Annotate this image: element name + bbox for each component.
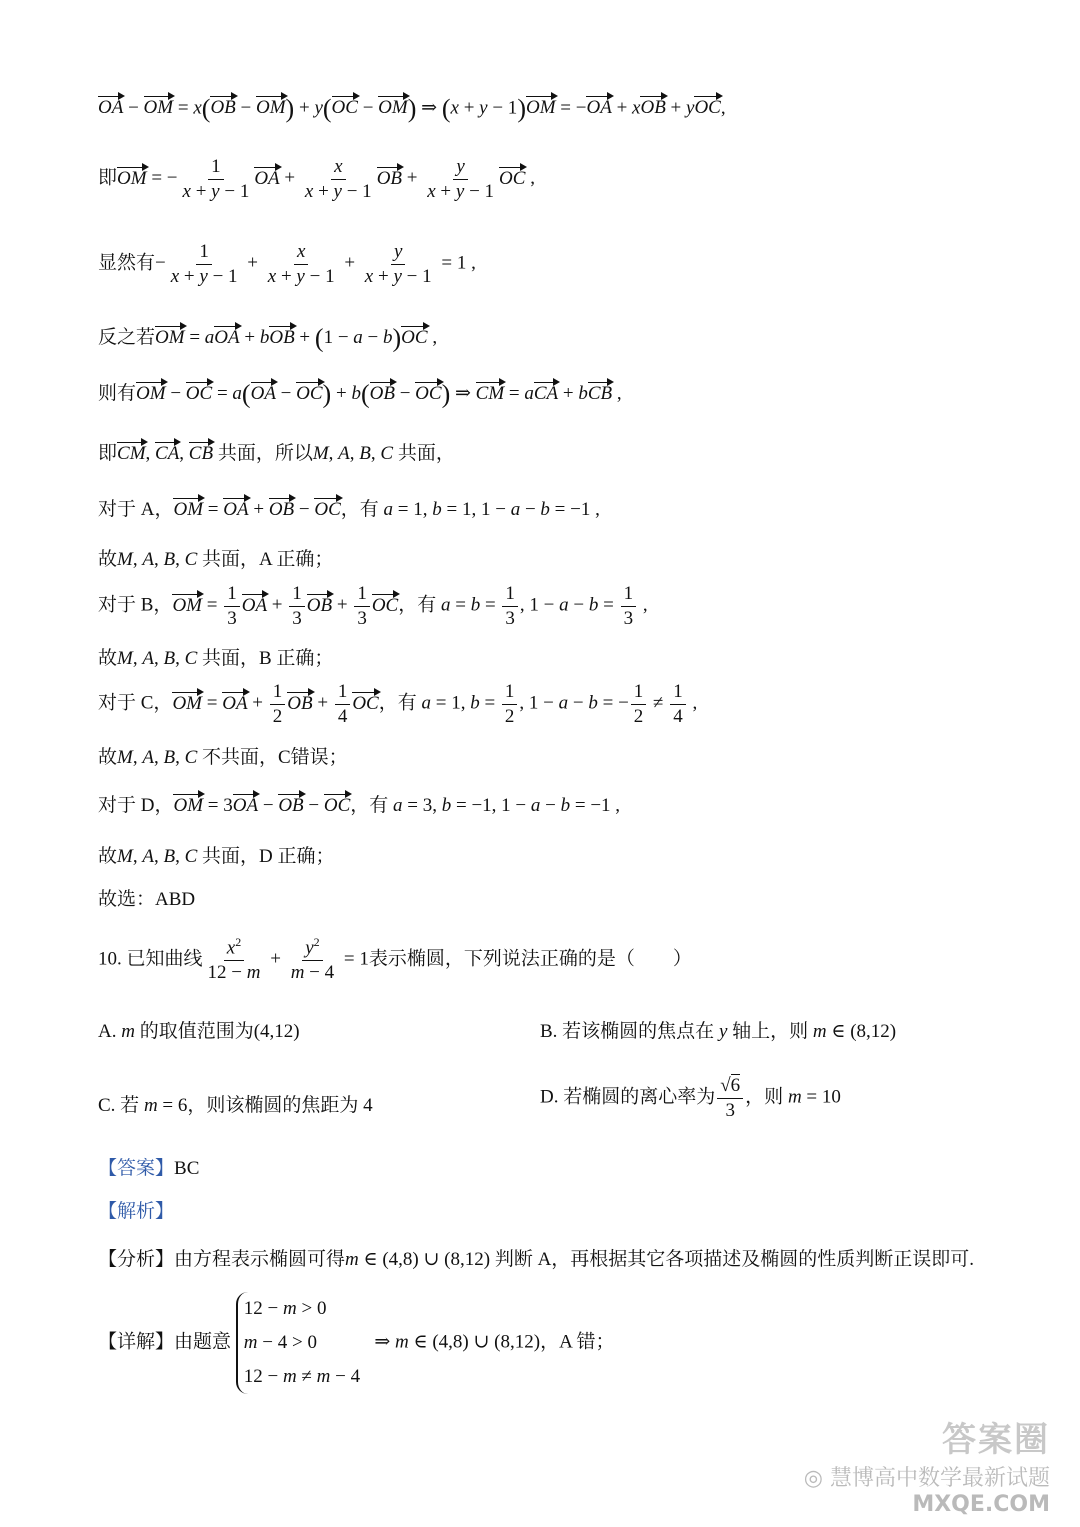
choose-line: 故选：ABD (98, 889, 196, 910)
inequality-system: 12 − m > 0 m − 4 > 0 12 − m ≠ m − 4 (236, 1292, 360, 1394)
watermark-logo: 答案圈 (942, 1420, 1050, 1460)
analysis-line (98, 1196, 174, 1223)
case-b-line: 对于 B，OM = $\frac{1}{3}$ OA + $\frac{1}{3}$ OB + $\frac{1}{3}$ OC，有 a = b = $\frac{1}{3}$ , 1 − a − b = $\frac{1}{3}$ , (98, 583, 648, 629)
case-d-result: 故M, A, B, C 共面，D 正确； (98, 846, 335, 867)
derivation-line-3: 显然有− $\frac{1}{x + y - 1}$ + $\frac{x}{x + y - 1}$ + $\frac{y}{x + y - 1}$ = 1 , (98, 241, 476, 287)
case-b-result: 故M, A, B, C 共面，B 正确； (98, 648, 334, 669)
xiangjie-line: 【详解】由题意 12 − m > 0 m − 4 > 0 12 − m ≠ m − 4 ⇒ m ∈ (4,8) ∪ (8,12)，A 错； (98, 1292, 615, 1394)
option-b[interactable]: B. 若该椭圆的焦点在 y 轴上，则 m ∈ (8,12) (540, 1021, 897, 1042)
case-c-line: 对于 C，OM = OA + $\frac{1}{2}$ OB + $\frac{1}{4}$ OC，有 a = 1, b = $\frac{1}{2}$ , 1 − a − b = − $\frac{1}{2}$ ≠ $\frac{1}{4}$ , (98, 681, 698, 727)
question-10-stem: 10. 已知曲线 $\frac{x^2}{12 - m}$ + $\frac{y^2}{m - 4}$ = 1表示椭圆，下列说法正确的是（ ） (98, 935, 692, 984)
wechat-icon: ◎ (803, 1466, 823, 1491)
case-d-line: 对于 D，OM = 3OA − OB − OC，有 a = 3, b = −1, 1 − a − b = −1 , (98, 795, 621, 816)
option-a[interactable]: A. m 的取值范围为(4,12) (98, 1021, 300, 1042)
case-a-result: 故M, A, B, C 共面，A 正确； (98, 549, 334, 570)
derivation-line-6: 即CM, CA, CB 共面，所以M, A, B, C 共面， (98, 443, 455, 464)
derivation-line-2: 即OM = − $\frac{1}{x + y - 1}$ OA + $\frac{x}{x + y - 1}$ OB + $\frac{y}{x + y - 1}$ OC , (98, 156, 535, 202)
answer-label: 【答案】 (98, 1158, 175, 1179)
answer-line (98, 1153, 199, 1180)
option-d[interactable]: D. 若椭圆的离心率为 $\frac{√6}{3}$ ，则 m = 10 (540, 1075, 841, 1121)
case-a-line: 对于 A，OM = OA + OB − OC，有 a = 1, b = 1, 1 − a − b = −1 , (98, 499, 600, 520)
fenxi-line: 【分析】由方程表示椭圆可得m ∈ (4,8) ∪ (8,12) 判断 A，再根据其它各项描述及椭圆的性质判断正误即可. (98, 1249, 975, 1270)
watermark: 答案圈 ◎ 慧博高中数学最新试题 MXQE.COM (804, 1412, 1050, 1517)
derivation-line-5: 则有OM − OC = a(OA − OC) + b(OB − OC) ⇒ CM = aCA + bCB , (98, 379, 622, 409)
analysis-label: 【解析】 (98, 1201, 175, 1222)
case-c-result: 故M, A, B, C 不共面，C错误； (98, 747, 348, 768)
option-c[interactable]: C. 若 m = 6，则该椭圆的焦距为 4 (98, 1095, 373, 1116)
derivation-line-4: 反之若OM = aOA + bOB + (1 − a − b)OC , (98, 323, 438, 353)
derivation-line-1: OA − OM = x(OB − OM) + y(OC − OM) ⇒ (x + y − 1)OM = −OA + xOB + yOC, (98, 94, 726, 123)
answer-value: BC (174, 1158, 200, 1179)
